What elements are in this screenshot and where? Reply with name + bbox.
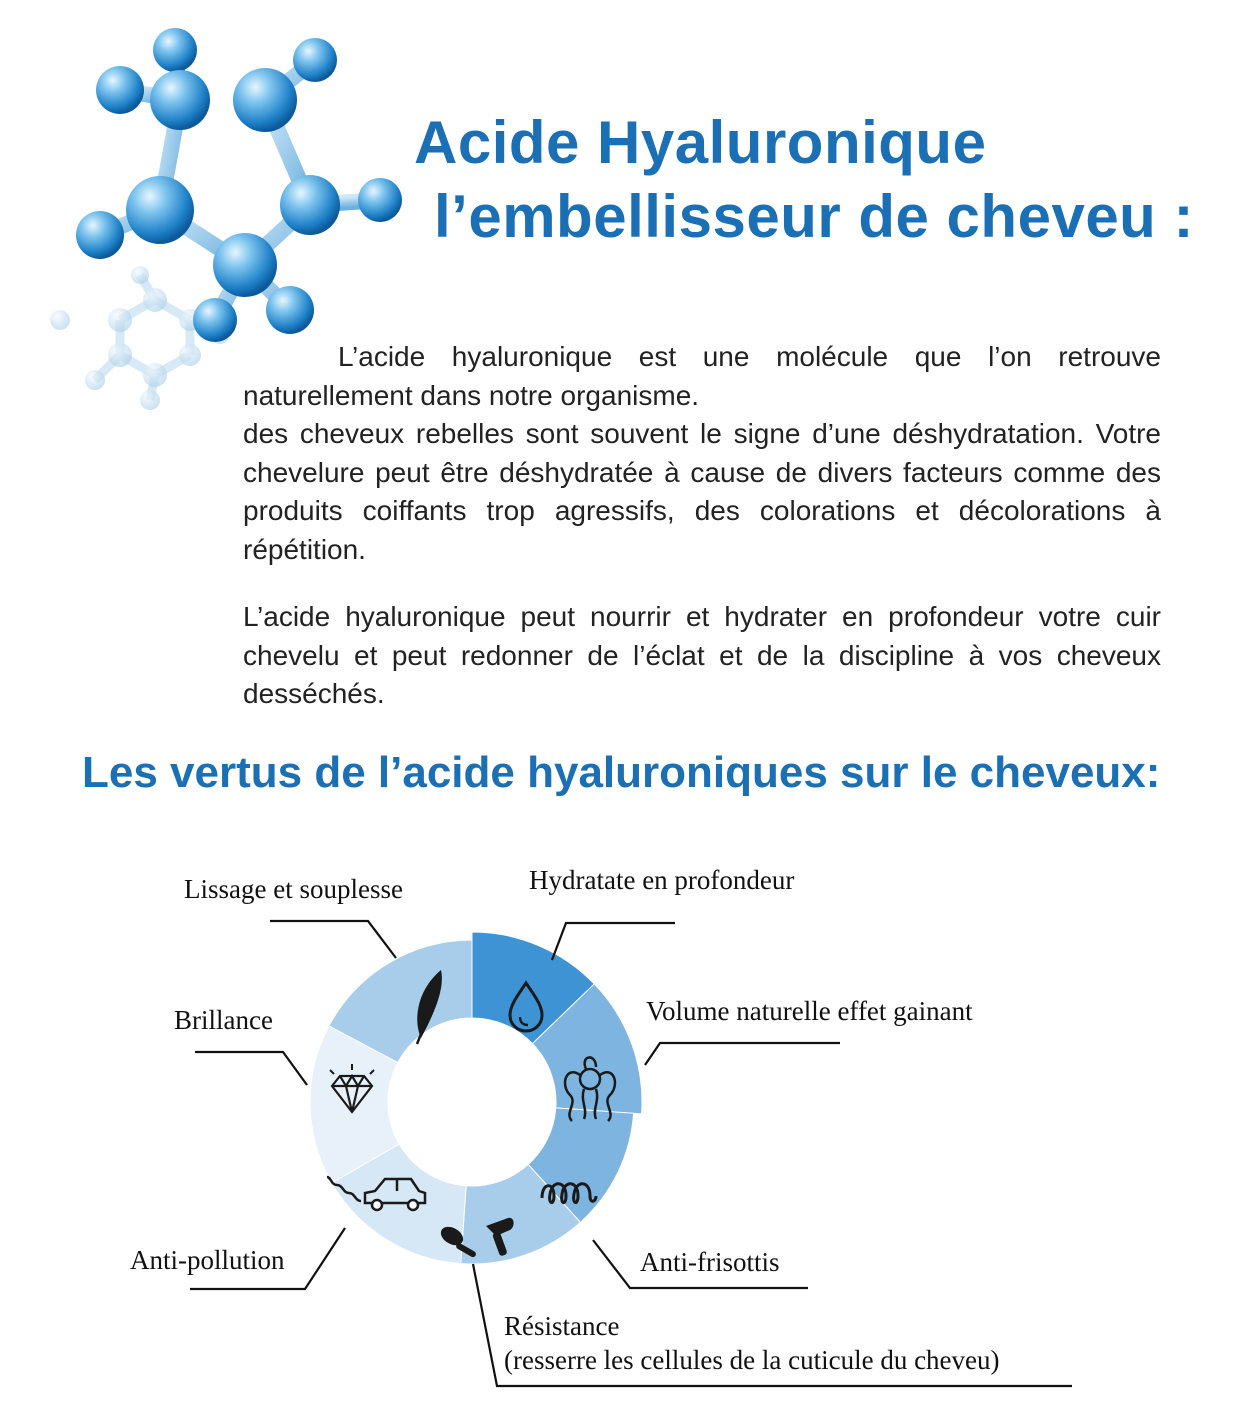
label-hydratation: Hydratate en profondeur bbox=[529, 865, 795, 895]
intro-paragraph-2: des cheveux rebelles sont souvent le signe d’une déshydratation. Votre chevelure peut être déshydratée à cause de divers facteurs comme des produits coiffants trop agressifs, des colorations et décolorations à répétition. bbox=[243, 418, 1161, 565]
leader-line-brillance bbox=[195, 1052, 307, 1085]
intro-paragraph-3: L’acide hyaluronique peut nourrir et hydrater en profondeur votre cuir chevelu et peut redonner de l’éclat et de la discipline à vos cheveux desséchés. bbox=[243, 601, 1161, 709]
leader-line-hydratation bbox=[552, 923, 675, 960]
leader-line-volume bbox=[645, 1043, 840, 1065]
intro-paragraph-1: L’acide hyaluronique est une molécule que l’on retrouve naturellement dans notre organisme. bbox=[243, 341, 1161, 411]
benefits-donut-diagram bbox=[0, 840, 1240, 1417]
leader-line-lissage bbox=[270, 921, 396, 958]
page-title-line-1: Acide Hyaluronique bbox=[414, 109, 987, 176]
label-resistance-detail: (resserre les cellules de la cuticule du cheveu) bbox=[504, 1345, 1000, 1375]
intro-text bbox=[243, 338, 1161, 569]
label-anti-frisottis: Anti-frisottis bbox=[640, 1247, 780, 1277]
label-anti-pollution: Anti-pollution bbox=[130, 1245, 285, 1275]
label-resistance: Résistance bbox=[504, 1311, 620, 1341]
label-volume: Volume naturelle effet gainant bbox=[646, 996, 973, 1026]
label-brillance: Brillance bbox=[174, 1005, 273, 1035]
label-lissage: Lissage et souplesse bbox=[184, 874, 403, 904]
page-title-line-2: l’embellisseur de cheveu : bbox=[434, 183, 1194, 250]
donut-segments bbox=[310, 932, 642, 1264]
section-heading: Les vertus de l’acide hyaluroniques sur le cheveux: bbox=[82, 748, 1161, 797]
